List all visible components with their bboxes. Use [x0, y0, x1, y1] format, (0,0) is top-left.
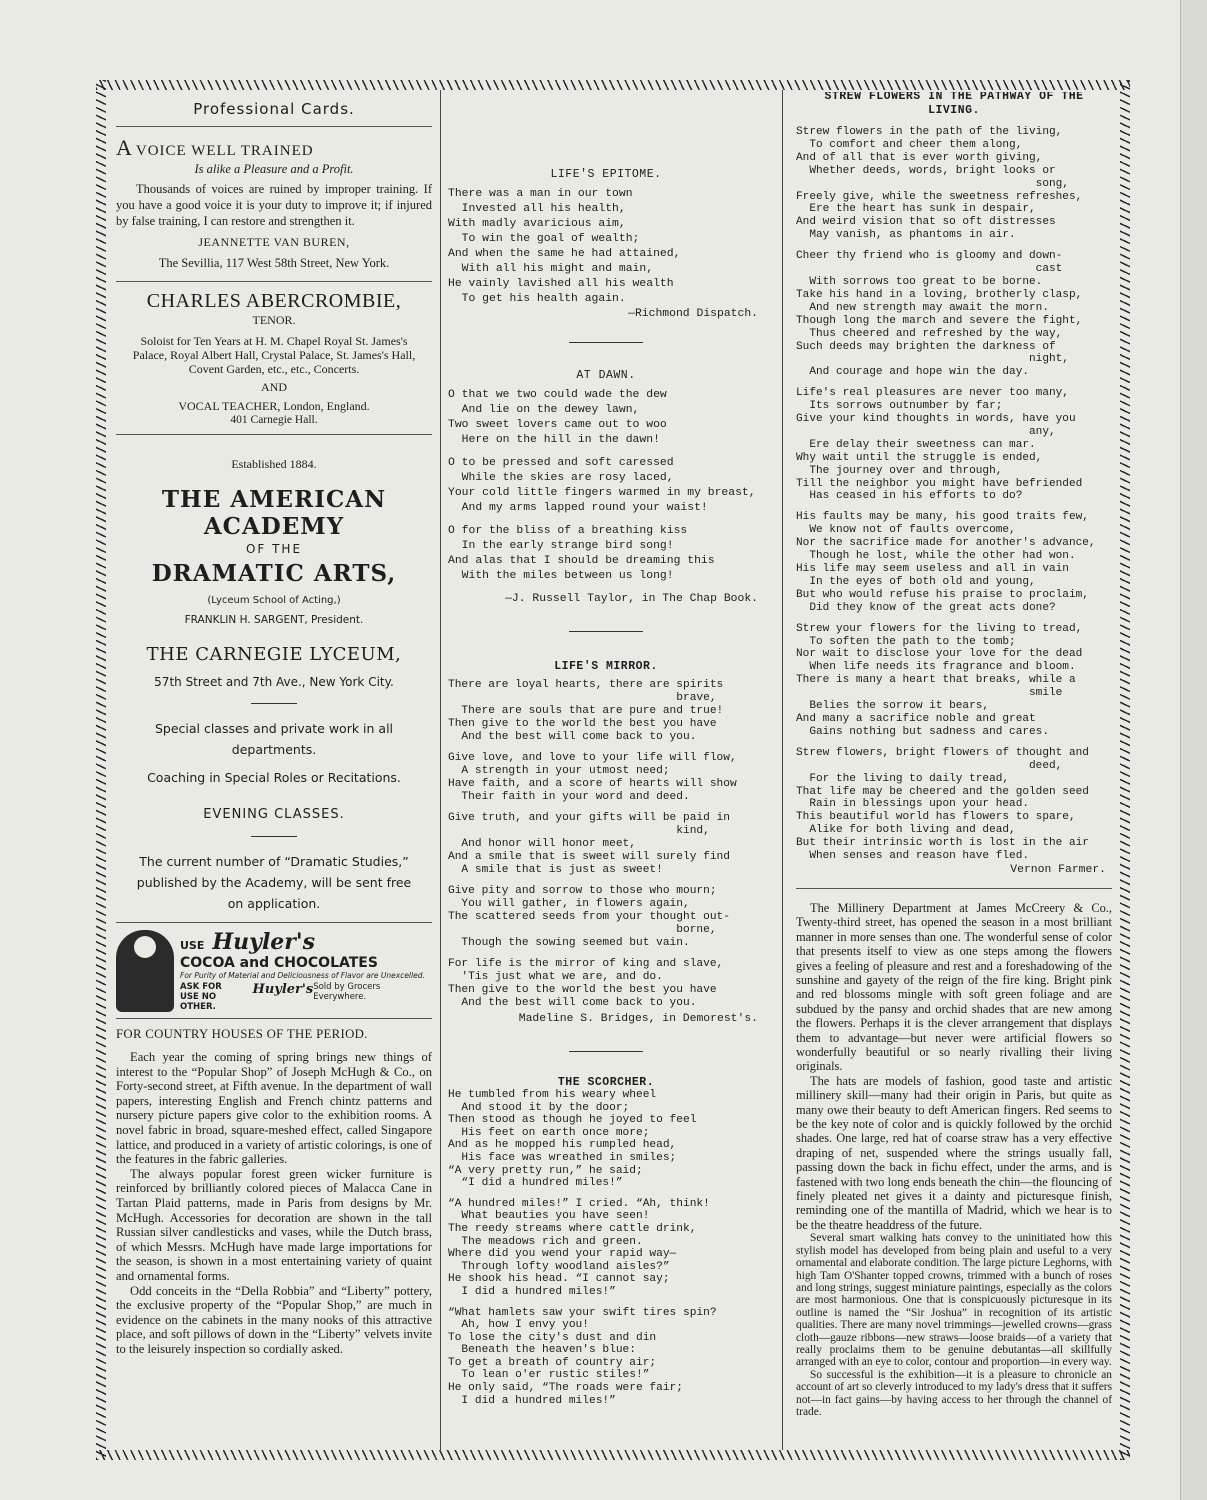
voice-initial: A [116, 135, 132, 160]
poem-line: Beneath the heaven's blue: [448, 1344, 636, 1357]
poem-line: He shook his head. “I cannot say; [448, 1273, 670, 1286]
column-rule-2 [782, 90, 783, 1450]
poem-line: Alike for both living and dead, [796, 824, 1016, 837]
poem-line: And of all that is ever worth giving, [796, 151, 1043, 164]
poem-line: To soften the path to the tomb; [796, 635, 1016, 648]
poem-line: O that we two could wade the dew [448, 389, 667, 401]
voice-name: JEANNETTE VAN BUREN, [198, 235, 350, 249]
poem-body [448, 1089, 764, 1407]
voice-tagline: Is alike a Pleasure and a Profit. [194, 162, 354, 176]
poem-title: AT DAWN. [576, 369, 636, 382]
divider [569, 342, 643, 343]
poem-line: Has ceased in his efforts to do? [796, 490, 1023, 503]
stanza [448, 524, 764, 584]
lyceum-name: THE CARNEGIE LYCEUM, [146, 644, 402, 665]
poem-line: And many a sacrifice noble and great [796, 712, 1036, 725]
poem-line: In the eyes of both old and young, [796, 575, 1036, 588]
academy-president: FRANKLIN H. SARGENT, President. [184, 614, 364, 626]
poem-line: deed, [796, 759, 1063, 772]
poem-line: Such deeds may brighten the darkness of [796, 340, 1056, 353]
poem-title: LIFE'S MIRROR. [554, 660, 658, 673]
poem-line: “A hundred miles!” I cried. “Ah, think! [448, 1197, 710, 1210]
academy-line3: DRAMATIC ARTS, [151, 560, 397, 587]
poem-body [448, 187, 764, 307]
huyler-use-no-other: USE NO OTHER. [180, 992, 217, 1012]
poem-at-dawn [448, 369, 764, 607]
poem-title: THE SCORCHER. [557, 1076, 655, 1089]
column-middle [448, 92, 764, 1448]
poem-line: This beautiful world has flowers to spare, [796, 811, 1076, 824]
stanza [796, 623, 1112, 739]
lyceum-location: 57th Street and 7th Ave., New York City. [154, 675, 394, 689]
country-paragraph: Each year the coming of spring brings new things of interest to the “Popular Shop” of Joseph McHugh & Co., on Forty-second street, at Fifth avenue. In the department of wall papers, interesting English and French chintz patterns and nursery picture papers give color to the exhibition rooms. A novel fabric in broad, square-meshed effect, called Singapore lattice, and produced in a variety of artistic colorings, is one of the features in the fabric galleries. [116, 1050, 432, 1167]
poem-line: And as he mopped his rumpled head, [448, 1139, 677, 1152]
woman-figure-illustration [116, 930, 174, 1012]
poem-lifes-mirror [448, 660, 764, 1027]
poem-line: “A very pretty run,” he said; [448, 1164, 643, 1177]
voice-heading: VOICE WELL TRAINED [135, 143, 314, 159]
stanza [448, 679, 764, 744]
poem-line: Freely give, while the sweetness refreshes, [796, 190, 1083, 203]
poem-line: His face was wreathed in smiles; [448, 1151, 677, 1164]
divider [116, 434, 432, 435]
poem-line: O for the bliss of a breathing kiss [448, 525, 688, 537]
poem-line: With madly avaricious aim, [448, 218, 626, 230]
huyler-ad [116, 929, 432, 1012]
country-houses-article [116, 1027, 432, 1356]
academy-ad [116, 457, 432, 914]
poem-line: Its sorrows outnumber by far; [796, 400, 1003, 413]
millinery-paragraph: Several smart walking hats convey to the uninitiated how this stylish model has developed from being plain and useful to a very ornamental and elaborate condition. The large picture Leghorns, with high Tam O'Shanter topped crowns, trimmed with a bunch of roses and long strings, suggest miniature paintings, especially as the colors are most harmonious. One that is conspicuously picturesque in its outline is named the “Sir Joshua” in recognition of its artistic qualities. There are many novel trimmings—jewelled crowns—grass cloth—gauze ribbons—new straws—loose braids—of a variety that really proclaims them to be genuine debutantas—all skillfully arranged with an eye to color, contour and proportion—in every way. [796, 1232, 1112, 1369]
poem-line: I did a hundred miles!” [448, 1285, 616, 1298]
stanza [448, 1307, 764, 1408]
poem-line: Strew flowers in the path of the living, [796, 126, 1063, 138]
academy-line1: THE AMERICAN ACADEMY [161, 486, 387, 540]
stanza [448, 958, 764, 1010]
poem-body [448, 388, 764, 584]
poem-line: There are loyal hearts, there are spirits [448, 679, 724, 691]
poem-line: Invested all his health, [448, 203, 626, 215]
millinery-article [796, 901, 1112, 1418]
divider [116, 126, 432, 127]
cards-title: Professional Cards. [193, 100, 355, 118]
huyler-product: COCOA and CHOCOLATES [180, 955, 378, 971]
poem-line: any, [796, 425, 1056, 438]
poem-line: His feet on earth once more; [448, 1126, 650, 1139]
poem-line: In the early strange bird song! [448, 540, 674, 552]
huyler-brand: Huyler's [212, 929, 316, 955]
stanza [448, 885, 764, 950]
stanza [448, 388, 764, 448]
poem-line: With all his might and main, [448, 263, 654, 275]
abercrombie-body: Soloist for Ten Years at H. M. Chapel Royal St. James's Palace, Royal Albert Hall, Crystal Palace, St. James's Hall, Covent Garden, etc., etc., Concerts. [132, 334, 416, 376]
poem-line: What beauties you have seen! [448, 1210, 650, 1223]
poem-line: To get a breath of country air; [448, 1356, 657, 1369]
poem-line: Give pity and sorrow to those who mourn; [448, 885, 717, 897]
abercrombie-voice: TENOR. [252, 313, 296, 327]
poem-strew-flowers [796, 92, 1112, 878]
abercrombie-card [116, 290, 432, 426]
poem-line: Where did you wend your rapid way— [448, 1248, 677, 1261]
column-right [796, 92, 1112, 1448]
poem-line: Here on the hill in the dawn! [448, 434, 660, 446]
huyler-purity: For Purity of Material and Deliciousness of Flavor are Unexcelled. [180, 971, 425, 980]
evening-classes: EVENING CLASSES. [203, 807, 345, 822]
poem-line: Strew your flowers for the living to tread, [796, 622, 1083, 635]
divider [569, 631, 643, 632]
poem-line: He vainly lavished all his wealth [448, 278, 674, 290]
poem-line: He tumbled from his weary wheel [448, 1089, 657, 1101]
abercrombie-hall: 401 Carnegie Hall. [230, 414, 318, 426]
country-paragraph: The always popular forest green wicker furniture is reinforced by brilliantly colored pieces of Malacca Cane in Tartan Plaid patterns, made in Paris from designs by Mr. McHugh. Accessories for decoration are shown in the tall Russian silver candlesticks and vases, while the Dutch brass, of which Messrs. McHugh have made large importations for the season, is shown in a most entertaining variety of quaint and ornamental forms. [116, 1166, 432, 1283]
border-left [96, 80, 106, 1460]
poem-line: Have faith, and a score of hearts will show [448, 778, 737, 790]
academy-line2: OF THE [245, 542, 303, 556]
poem-line: His faults may be many, his good traits few, [796, 511, 1089, 524]
poem-the-scorcher [448, 1076, 764, 1407]
poem-body [448, 679, 764, 1010]
academy-classes: Special classes and private work in all departments. [154, 721, 394, 757]
stanza [796, 250, 1112, 379]
poem-line: Then give to the world the best you have [448, 984, 717, 996]
poem-line: And stood it by the door; [448, 1101, 630, 1114]
poem-line: And the best will come back to you. [448, 997, 697, 1009]
poem-line: When life needs its fragrance and bloom. [796, 661, 1076, 674]
poem-line: Give truth, and your gifts will be paid in [448, 812, 730, 824]
poem-line: To lean o'er rustic stiles!” [448, 1369, 650, 1382]
poem-line: The journey over and through, [796, 464, 1003, 477]
poem-line: The scattered seeds from your thought out- [448, 911, 730, 923]
abercrombie-and: AND [261, 380, 287, 394]
divider [251, 836, 297, 837]
poem-line: cast [796, 263, 1063, 276]
poem-line: I did a hundred miles!” [448, 1394, 616, 1407]
poem-line: night, [796, 353, 1069, 366]
country-title: FOR COUNTRY HOUSES OF THE PERIOD. [116, 1027, 368, 1041]
poem-line: You will gather, in flowers again, [448, 898, 690, 910]
poem-line: smile [796, 687, 1063, 700]
voice-card [116, 135, 432, 271]
poem-line: And lie on the dewey lawn, [448, 404, 640, 416]
poem-line: And the best will come back to you. [448, 731, 697, 743]
country-paragraph: Odd conceits in the “Della Robbia” and “Liberty” pottery, the exclusive property of the “Popular Shop,” are much in evidence on the cabinets in the many nooks of this attractive place, and soft pillows of down in the “Liberty” velvets invite to the leisurely inspection so cordially asked. [116, 1283, 432, 1356]
poem-title: STREW FLOWERS IN THE PATHWAY OF THE LIVING. [824, 92, 1084, 117]
huyler-use: USE [180, 939, 205, 952]
poem-line: “I did a hundred miles!” [448, 1177, 623, 1190]
poem-line: To get his health again. [448, 293, 626, 305]
divider [796, 888, 1112, 889]
academy-established: Established 1884. [231, 457, 317, 471]
poem-line: Take his hand in a loving, brotherly clasp, [796, 288, 1083, 301]
stanza [448, 1198, 764, 1299]
poem-line: And a smile that is sweet will surely find [448, 851, 730, 863]
poem-line: But who would refuse his praise to proclaim, [796, 588, 1089, 601]
poem-line: His life may seem useless and all in vain [796, 563, 1069, 575]
poem-line: Through lofty woodland aisles?” [448, 1260, 670, 1273]
poem-line: Two sweet lovers came out to woo [448, 419, 667, 431]
poem-line: While the skies are rosy laced, [448, 472, 674, 484]
poem-line: Life's real pleasures are never too many, [796, 387, 1069, 400]
millinery-paragraph: The Millinery Department at James McCreery & Co., Twenty-third street, has opened the season in a most brilliant manner in more senses than one. The wonderful sense of color that presents itself to view as one steps among the flowers gives a feeling of pleasure and rest and a foreshadowing of the sunshine and gayety of the reign of the fire king. Bright pink and red blossoms mingle with soft green foliage and are subdued by the pansy and orchid shades that are new among the flowers. Perhaps it is the clever arrangement that displays them to advantage—but never were artificial flowers so wonderfully beautiful or so nearly rivalling their living originals. [796, 900, 1112, 1074]
stanza [796, 511, 1112, 614]
poem-line: He only said, “The roads were fair; [448, 1382, 683, 1395]
poem-line: Then stood as though he joyed to feel [448, 1114, 697, 1127]
voice-body: Thousands of voices are ruined by improper training. If you have a good voice it is your duty to improve it; if injured by false training, I can restore and strengthen it. [116, 182, 432, 228]
poem-line: Did they know of the great acts done? [796, 601, 1056, 614]
adjacent-page-edge [1180, 0, 1207, 1500]
millinery-paragraph: The hats are models of fashion, good taste and artistic millinery skill—many had their origin in Paris, but quite as many owe their beauty to deft American fingers. Red seems to be the key note of color and is quickly followed by the orchid shades. One large, red hat of coarse straw has a very effective draping of net, suspended where the strings usually fall, passing down the back in fichu effect, under the arms, and is fastened with two long ends beneath the chin—the flouncing of finely pleated net gives it a dainty and picturesque finish, reminding one of the mantilla of Madrid, which we hear is to be the theatre headdress of the future. [796, 1073, 1112, 1232]
stanza [448, 456, 764, 516]
poem-line: brave, [448, 692, 717, 704]
stanza [448, 1089, 764, 1190]
poem-line: Thus cheered and refreshed by the way, [796, 327, 1063, 340]
page-frame [96, 80, 1130, 1460]
poem-line: Give your kind thoughts in words, have you [796, 413, 1076, 426]
poem-line: For life is the mirror of king and slave, [448, 958, 724, 970]
poem-line: kind, [448, 825, 710, 837]
poem-line: And alas that I should be dreaming this [448, 555, 715, 567]
poem-line: Ere delay their sweetness can mar. [796, 438, 1036, 451]
poem-line: To comfort and cheer them along, [796, 138, 1023, 151]
poem-line: Nor wait to disclose your love for the dead [796, 648, 1083, 661]
poem-line: Whether deeds, words, bright looks or [796, 164, 1056, 177]
poem-line: Nor the sacrifice made for another's advance, [796, 537, 1096, 550]
poem-line: Belies the sorrow it bears, [796, 700, 990, 713]
poem-line: And new strength may await the morn. [796, 301, 1049, 314]
poem-line: 'Tis just what we are, and do. [448, 971, 663, 983]
stanza [448, 812, 764, 877]
column-rule-1 [440, 90, 441, 1450]
stanza [796, 126, 1112, 242]
poem-line: Your cold little fingers warmed in my breast, [448, 487, 756, 499]
poem-line: When senses and reason have fled. [796, 850, 1030, 863]
divider [251, 703, 297, 704]
poem-line: And weird vision that so oft distresses [796, 216, 1056, 229]
poem-line: Till the neighbor you might have befriended [796, 477, 1083, 490]
stanza [448, 752, 764, 804]
poem-line: Strew flowers, bright flowers of thought and [796, 746, 1089, 759]
abercrombie-teacher: VOCAL TEACHER, London, England. [178, 399, 370, 413]
poem-line: The reedy streams where cattle drink, [448, 1222, 697, 1235]
poem-credit: —Richmond Dispatch. [628, 308, 758, 320]
poem-line: And my arms lapped round your waist! [448, 502, 708, 514]
poem-line: Their faith in your word and deed. [448, 791, 690, 803]
poem-line: O to be pressed and soft caressed [448, 457, 674, 469]
academy-coaching: Coaching in Special Roles or Recitations. [147, 770, 401, 785]
poem-line: Give love, and love to your life will flow, [448, 752, 737, 764]
abercrombie-name: CHARLES ABERCROMBIE, [146, 290, 402, 312]
millinery-paragraph: So successful is the exhibition—it is a pleasure to chronicle an account of art so cleverly introduced to my lady's dress that it suffers not—in fact gains—by having access to her through the channel of trade. [796, 1368, 1112, 1418]
poem-line: borne, [448, 924, 717, 936]
divider [116, 281, 432, 282]
poem-line: And honor will honor meet, [448, 838, 636, 850]
border-right [1120, 80, 1130, 1460]
poem-line: There are souls that are pure and true! [448, 705, 724, 717]
poem-line: Though long the march and severe the fight, [796, 314, 1083, 327]
huyler-brand-small: Huyler's [252, 982, 314, 997]
poem-body [796, 126, 1112, 863]
poem-line: There was a man in our town [448, 188, 633, 200]
poem-line: Why wait until the struggle is ended, [796, 451, 1043, 464]
huyler-ask: ASK FOR [180, 982, 222, 992]
poem-line: May vanish, as phantoms in air. [796, 229, 1016, 242]
poem-line: With the miles between us long! [448, 570, 674, 582]
divider [569, 1051, 643, 1052]
poem-line: There is many a heart that breaks, while a [796, 674, 1076, 687]
poem-line: That life may be cheered and the golden seed [796, 785, 1089, 798]
poem-line: Though the sowing seemed but vain. [448, 937, 690, 949]
poem-line: The meadows rich and green. [448, 1235, 643, 1248]
divider [116, 922, 432, 923]
poem-line: Ah, how I envy you! [448, 1319, 589, 1332]
poem-line: And when the same he had attained, [448, 248, 681, 260]
poem-credit: —J. Russell Taylor, in The Chap Book. [505, 593, 758, 605]
poem-line: Gains nothing but sadness and cares. [796, 725, 1049, 738]
border-bottom [96, 1450, 1130, 1460]
huyler-sold: Sold by Grocers Everywhere. [313, 982, 381, 1002]
stanza [796, 387, 1112, 503]
divider [116, 1018, 432, 1019]
poem-lifes-epitome [448, 168, 764, 322]
poem-line: We know not of faults overcome, [796, 524, 1016, 537]
poem-line: To lose the city's dust and din [448, 1331, 657, 1344]
poem-credit: Vernon Farmer. [1010, 863, 1106, 876]
poem-line: song, [796, 177, 1069, 190]
poem-line: For the living to daily tread, [796, 772, 1010, 785]
poem-credit: Madeline S. Bridges, in Demorest's. [518, 1013, 758, 1025]
poem-line: Though he lost, while the other had won. [796, 550, 1076, 563]
border-top [96, 80, 1130, 90]
poem-line: But their intrinsic worth is lost in the air [796, 837, 1089, 850]
academy-current: The current number of “Dramatic Studies,” published by the Academy, will be sent free on application. [136, 854, 412, 911]
poem-line: Rain in blessings upon your head. [796, 798, 1030, 811]
academy-school: (Lyceum School of Acting,) [207, 595, 341, 606]
voice-address: The Sevillia, 117 West 58th Street, New York. [158, 256, 390, 270]
poem-line: Cheer thy friend who is gloomy and down- [796, 250, 1063, 263]
poem-line: “What hamlets saw your swift tires spin? [448, 1306, 717, 1319]
poem-line: And courage and hope win the day. [796, 366, 1030, 379]
poem-line: A smile that is just as sweet! [448, 864, 663, 876]
column-left [116, 92, 432, 1448]
poem-line: With sorrows too great to be borne. [796, 275, 1043, 288]
poem-title: LIFE'S EPITOME. [550, 168, 662, 181]
stanza [796, 747, 1112, 863]
poem-line: Then give to the world the best you have [448, 718, 717, 730]
poem-line: To win the goal of wealth; [448, 233, 640, 245]
poem-line: A strength in your utmost need; [448, 765, 670, 777]
poem-line: Ere the heart has sunk in despair, [796, 203, 1036, 216]
